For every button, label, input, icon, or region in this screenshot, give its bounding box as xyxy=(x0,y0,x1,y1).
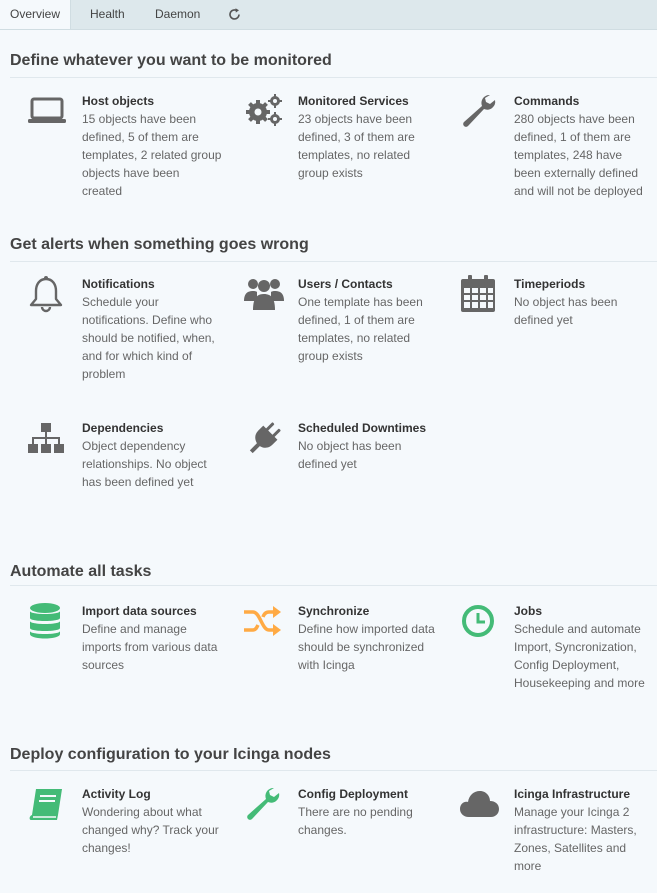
section-divider xyxy=(10,77,657,78)
tab-health[interactable]: Health xyxy=(90,7,125,21)
dashlet-description: One template has been defined, 1 of them are templates, no related group exists xyxy=(298,295,423,363)
dashlet-title: Dependencies xyxy=(82,421,164,435)
dashlet-title: Icinga Infrastructure xyxy=(514,787,631,801)
section-title-alerts: Get alerts when something goes wrong xyxy=(10,236,309,253)
dashlet-title: Users / Contacts xyxy=(298,277,393,291)
dashlet-description: 23 objects have been defined, 3 of them are templates, no related group exists xyxy=(298,112,415,180)
bell-icon xyxy=(28,275,68,311)
dashlet-title: Jobs xyxy=(514,604,543,618)
dashlet-description: Schedule your notifications. Define who should be notified, when, and for which kind of problem xyxy=(82,295,215,381)
dashlet-description: Define and manage imports from various data sources xyxy=(82,622,218,672)
dashlet-title: Synchronize xyxy=(298,604,370,618)
cloud-icon xyxy=(460,785,500,821)
dashlet-title: Host objects xyxy=(82,94,155,108)
plug-icon xyxy=(244,419,284,455)
shuffle-icon xyxy=(244,602,284,638)
refresh-icon[interactable] xyxy=(228,0,242,29)
dashlet-description: Manage your Icinga 2 infrastructure: Masters, Zones, Satellites and more xyxy=(514,805,637,873)
tab-bar xyxy=(0,0,657,30)
section-title-automate: Automate all tasks xyxy=(10,563,152,580)
dashlet-description: 280 objects have been defined, 1 of them are templates, 248 have been externally defined and will not be deployed xyxy=(514,112,643,198)
dashlet-description: There are no pending changes. xyxy=(298,805,413,837)
dashlet-description: Schedule and automate Import, Syncronization, Config Deployment, Housekeeping and more xyxy=(514,622,645,690)
dashlet-description: No object has been defined yet xyxy=(514,295,618,327)
section-title-define: Define whatever you want to be monitored xyxy=(10,52,332,69)
cogs-icon xyxy=(244,92,284,128)
dashlet-description: Define how imported data should be synchronized with Icinga xyxy=(298,622,435,672)
dashlet-description: 15 objects have been defined, 5 of them are templates, 2 related group objects have been created xyxy=(82,112,222,198)
section-divider xyxy=(10,585,657,586)
tab-overview[interactable]: Overview xyxy=(0,0,71,29)
section-divider xyxy=(10,261,657,262)
book-icon xyxy=(28,785,68,821)
calendar-icon xyxy=(460,275,500,311)
dashlet-title: Import data sources xyxy=(82,604,197,618)
laptop-icon xyxy=(28,92,68,128)
sitemap-icon xyxy=(28,419,68,455)
section-divider xyxy=(10,770,657,771)
tab-daemon[interactable]: Daemon xyxy=(155,7,201,21)
database-icon xyxy=(28,602,68,638)
dashlet-title: Scheduled Downtimes xyxy=(298,421,427,435)
users-icon xyxy=(244,275,284,311)
dashlet-title: Notifications xyxy=(82,277,155,291)
dashlet-title: Activity Log xyxy=(82,787,151,801)
dashlet-title: Monitored Services xyxy=(298,94,409,108)
wrench-green-icon xyxy=(244,785,284,821)
dashlet-title: Commands xyxy=(514,94,580,108)
wrench-icon xyxy=(460,92,500,128)
dashlet-description: Object dependency relationships. No object has been defined yet xyxy=(82,439,207,489)
dashlet-title: Config Deployment xyxy=(298,787,408,801)
clock-icon xyxy=(460,602,500,638)
dashlet-description: Wondering about what changed why? Track your changes! xyxy=(82,805,219,855)
dashlet-title: Timeperiods xyxy=(514,277,586,291)
section-title-deploy: Deploy configuration to your Icinga nodes xyxy=(10,746,331,763)
dashlet-description: No object has been defined yet xyxy=(298,439,402,471)
